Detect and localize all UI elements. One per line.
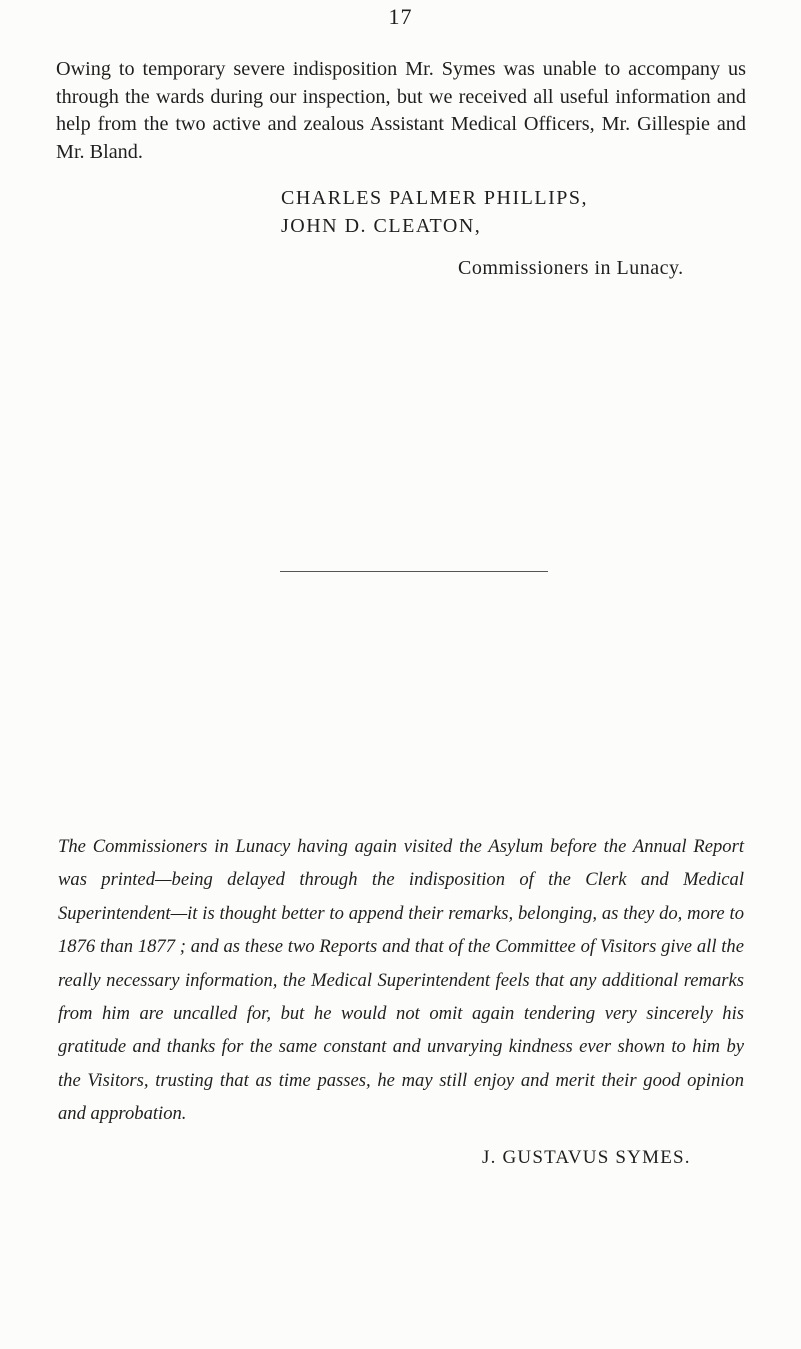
commissioners-paragraph: Owing to temporary severe indisposition Mr. Symes was unable to accompany us through the wards during our inspection, but we received all useful information and help from the two active and zealous Assistant Medical Officers, Mr. Gillespie and Mr. Bland. xyxy=(56,58,746,163)
page-number: 17 xyxy=(388,4,413,29)
signatory-name: CHARLES PALMER PHILLIPS, xyxy=(281,187,588,209)
signatory-title: Commissioners in Lunacy. xyxy=(458,257,684,279)
superintendent-paragraph: The Commissioners in Lunacy having again visited the Asylum before the Annual Report was printed—being delayed through the indisposition of the Clerk and Medical Superintendent—it is thought better to append their remarks, belonging, as they do, more to 1876 than 1877 ; and as these two Reports and that of the Committee of Visitors give all the really necessary information, the Medical Superintendent feels that any additional remarks from him are uncalled for, but he would not omit again tendering very sincerely his gratitude and thanks for the same constant and unvarying kindness ever shown to him by the Visitors, trusting that as time passes, he may still enjoy and merit their good opinion and approbation. xyxy=(58,836,744,1125)
signatory-name: JOHN D. CLEATON, xyxy=(281,215,482,237)
superintendent-signature: J. GUSTAVUS SYMES. xyxy=(482,1147,691,1168)
section-divider xyxy=(280,571,548,572)
